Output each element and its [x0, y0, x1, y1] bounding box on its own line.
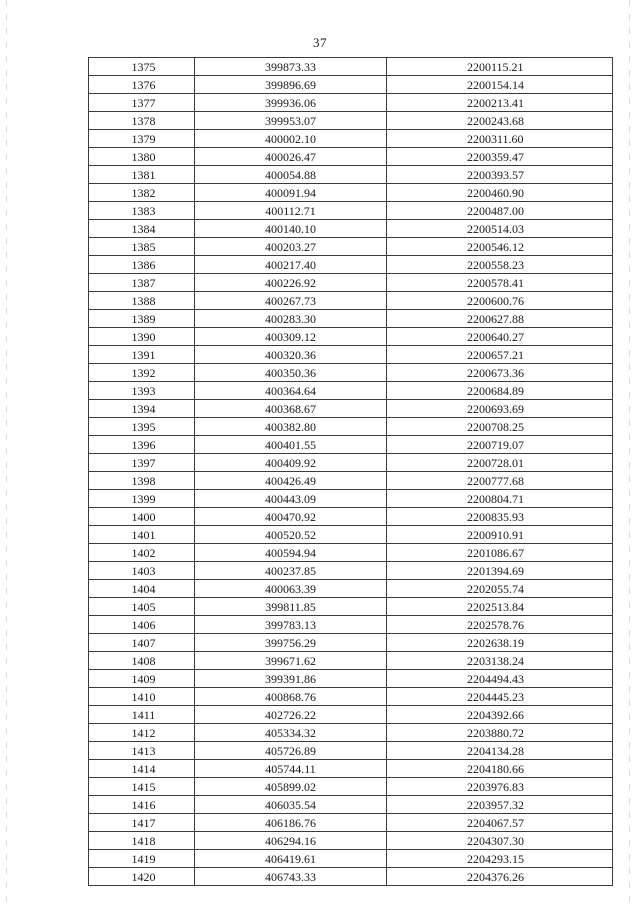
y-coordinate-cell: 2203957.32: [387, 796, 613, 814]
scan-edge-left: [6, 0, 7, 905]
coordinate-table-body: [89, 58, 613, 886]
y-coordinate-cell: 2200684.89: [387, 382, 613, 400]
point-id-cell: 1386: [89, 256, 195, 274]
x-coordinate-cell: 405726.89: [195, 742, 387, 760]
x-coordinate-cell: 399391.86: [195, 670, 387, 688]
x-coordinate-cell: 400520.52: [195, 526, 387, 544]
point-id-cell: 1408: [89, 652, 195, 670]
y-coordinate-cell: 2202513.84: [387, 598, 613, 616]
x-coordinate-cell: 400237.85: [195, 562, 387, 580]
y-coordinate-cell: 2203138.24: [387, 652, 613, 670]
x-coordinate-cell: 400443.09: [195, 490, 387, 508]
x-coordinate-cell: 399756.29: [195, 634, 387, 652]
table-row: [89, 94, 613, 112]
point-id-cell: 1419: [89, 850, 195, 868]
table-row: [89, 724, 613, 742]
point-id-cell: 1392: [89, 364, 195, 382]
table-row: [89, 76, 613, 94]
y-coordinate-cell: 2200154.14: [387, 76, 613, 94]
x-coordinate-cell: 400226.92: [195, 274, 387, 292]
table-row: [89, 274, 613, 292]
table-row: [89, 850, 613, 868]
table-row: [89, 58, 613, 76]
x-coordinate-cell: 400063.39: [195, 580, 387, 598]
point-id-cell: 1381: [89, 166, 195, 184]
x-coordinate-cell: 405744.11: [195, 760, 387, 778]
y-coordinate-cell: 2200311.60: [387, 130, 613, 148]
point-id-cell: 1385: [89, 238, 195, 256]
point-id-cell: 1387: [89, 274, 195, 292]
table-row: [89, 454, 613, 472]
point-id-cell: 1398: [89, 472, 195, 490]
point-id-cell: 1416: [89, 796, 195, 814]
x-coordinate-cell: 399783.13: [195, 616, 387, 634]
point-id-cell: 1378: [89, 112, 195, 130]
table-row: [89, 166, 613, 184]
table-row: [89, 418, 613, 436]
x-coordinate-cell: 399896.69: [195, 76, 387, 94]
table-row: [89, 814, 613, 832]
point-id-cell: 1405: [89, 598, 195, 616]
table-row: [89, 544, 613, 562]
x-coordinate-cell: 400309.12: [195, 328, 387, 346]
y-coordinate-cell: 2200910.91: [387, 526, 613, 544]
table-row: [89, 400, 613, 418]
table-row: [89, 598, 613, 616]
y-coordinate-cell: 2204445.23: [387, 688, 613, 706]
x-coordinate-cell: 400112.71: [195, 202, 387, 220]
x-coordinate-cell: 400026.47: [195, 148, 387, 166]
point-id-cell: 1395: [89, 418, 195, 436]
point-id-cell: 1375: [89, 58, 195, 76]
point-id-cell: 1394: [89, 400, 195, 418]
point-id-cell: 1410: [89, 688, 195, 706]
y-coordinate-cell: 2201086.67: [387, 544, 613, 562]
x-coordinate-cell: 400426.49: [195, 472, 387, 490]
table-row: [89, 868, 613, 886]
x-coordinate-cell: 400320.36: [195, 346, 387, 364]
x-coordinate-cell: 406419.61: [195, 850, 387, 868]
y-coordinate-cell: 2200115.21: [387, 58, 613, 76]
y-coordinate-cell: 2204293.15: [387, 850, 613, 868]
y-coordinate-cell: 2200728.01: [387, 454, 613, 472]
point-id-cell: 1379: [89, 130, 195, 148]
point-id-cell: 1384: [89, 220, 195, 238]
x-coordinate-cell: 406743.33: [195, 868, 387, 886]
table-row: [89, 778, 613, 796]
x-coordinate-cell: 399953.07: [195, 112, 387, 130]
x-coordinate-cell: 400350.36: [195, 364, 387, 382]
y-coordinate-cell: 2200693.69: [387, 400, 613, 418]
x-coordinate-cell: 399936.06: [195, 94, 387, 112]
y-coordinate-cell: 2204180.66: [387, 760, 613, 778]
table-row: [89, 238, 613, 256]
table-row: [89, 688, 613, 706]
x-coordinate-cell: 400283.30: [195, 310, 387, 328]
point-id-cell: 1409: [89, 670, 195, 688]
table-row: [89, 202, 613, 220]
table-row: [89, 220, 613, 238]
x-coordinate-cell: 406294.16: [195, 832, 387, 850]
y-coordinate-cell: 2204494.43: [387, 670, 613, 688]
y-coordinate-cell: 2200719.07: [387, 436, 613, 454]
table-row: [89, 706, 613, 724]
point-id-cell: 1391: [89, 346, 195, 364]
x-coordinate-cell: 400140.10: [195, 220, 387, 238]
table-row: [89, 328, 613, 346]
x-coordinate-cell: 400203.27: [195, 238, 387, 256]
y-coordinate-cell: 2200640.27: [387, 328, 613, 346]
point-id-cell: 1399: [89, 490, 195, 508]
table-row: [89, 364, 613, 382]
table-row: [89, 310, 613, 328]
x-coordinate-cell: 402726.22: [195, 706, 387, 724]
y-coordinate-cell: 2200359.47: [387, 148, 613, 166]
point-id-cell: 1414: [89, 760, 195, 778]
point-id-cell: 1412: [89, 724, 195, 742]
y-coordinate-cell: 2200546.12: [387, 238, 613, 256]
y-coordinate-cell: 2204307.30: [387, 832, 613, 850]
y-coordinate-cell: 2200393.57: [387, 166, 613, 184]
y-coordinate-cell: 2200578.41: [387, 274, 613, 292]
x-coordinate-cell: 400868.76: [195, 688, 387, 706]
y-coordinate-cell: 2203880.72: [387, 724, 613, 742]
table-row: [89, 490, 613, 508]
x-coordinate-cell: 400091.94: [195, 184, 387, 202]
y-coordinate-cell: 2200460.90: [387, 184, 613, 202]
point-id-cell: 1413: [89, 742, 195, 760]
x-coordinate-cell: 399671.62: [195, 652, 387, 670]
x-coordinate-cell: 400267.73: [195, 292, 387, 310]
y-coordinate-cell: 2202055.74: [387, 580, 613, 598]
point-id-cell: 1411: [89, 706, 195, 724]
point-id-cell: 1415: [89, 778, 195, 796]
y-coordinate-cell: 2204392.66: [387, 706, 613, 724]
table-row: [89, 148, 613, 166]
x-coordinate-cell: 400368.67: [195, 400, 387, 418]
x-coordinate-cell: 400401.55: [195, 436, 387, 454]
x-coordinate-cell: 406186.76: [195, 814, 387, 832]
y-coordinate-cell: 2200673.36: [387, 364, 613, 382]
x-coordinate-cell: 400409.92: [195, 454, 387, 472]
x-coordinate-cell: 400054.88: [195, 166, 387, 184]
y-coordinate-cell: 2200708.25: [387, 418, 613, 436]
x-coordinate-cell: 400470.92: [195, 508, 387, 526]
x-coordinate-cell: 400002.10: [195, 130, 387, 148]
point-id-cell: 1393: [89, 382, 195, 400]
table-row: [89, 832, 613, 850]
table-row: [89, 436, 613, 454]
point-id-cell: 1400: [89, 508, 195, 526]
x-coordinate-cell: 399873.33: [195, 58, 387, 76]
point-id-cell: 1377: [89, 94, 195, 112]
table-row: [89, 184, 613, 202]
point-id-cell: 1404: [89, 580, 195, 598]
table-row: [89, 760, 613, 778]
coordinate-table: [88, 57, 613, 886]
y-coordinate-cell: 2200804.71: [387, 490, 613, 508]
table-row: [89, 526, 613, 544]
point-id-cell: 1397: [89, 454, 195, 472]
y-coordinate-cell: 2202578.76: [387, 616, 613, 634]
point-id-cell: 1376: [89, 76, 195, 94]
point-id-cell: 1382: [89, 184, 195, 202]
table-row: [89, 112, 613, 130]
point-id-cell: 1389: [89, 310, 195, 328]
point-id-cell: 1380: [89, 148, 195, 166]
point-id-cell: 1418: [89, 832, 195, 850]
x-coordinate-cell: 400217.40: [195, 256, 387, 274]
table-row: [89, 292, 613, 310]
table-row: [89, 580, 613, 598]
point-id-cell: 1390: [89, 328, 195, 346]
scan-edge-right: [629, 0, 630, 905]
y-coordinate-cell: 2200627.88: [387, 310, 613, 328]
y-coordinate-cell: 2202638.19: [387, 634, 613, 652]
table-row: [89, 382, 613, 400]
table-row: [89, 652, 613, 670]
y-coordinate-cell: 2204134.28: [387, 742, 613, 760]
page-number: 37: [313, 35, 327, 50]
point-id-cell: 1407: [89, 634, 195, 652]
point-id-cell: 1406: [89, 616, 195, 634]
table-row: [89, 508, 613, 526]
y-coordinate-cell: 2200487.00: [387, 202, 613, 220]
y-coordinate-cell: 2200514.03: [387, 220, 613, 238]
table-row: [89, 472, 613, 490]
point-id-cell: 1383: [89, 202, 195, 220]
y-coordinate-cell: 2204067.57: [387, 814, 613, 832]
x-coordinate-cell: 399811.85: [195, 598, 387, 616]
point-id-cell: 1403: [89, 562, 195, 580]
table-row: [89, 256, 613, 274]
table-row: [89, 616, 613, 634]
table-row: [89, 670, 613, 688]
x-coordinate-cell: 400364.64: [195, 382, 387, 400]
point-id-cell: 1388: [89, 292, 195, 310]
y-coordinate-cell: 2200558.23: [387, 256, 613, 274]
point-id-cell: 1402: [89, 544, 195, 562]
table-row: [89, 796, 613, 814]
y-coordinate-cell: 2203976.83: [387, 778, 613, 796]
x-coordinate-cell: 405899.02: [195, 778, 387, 796]
y-coordinate-cell: 2201394.69: [387, 562, 613, 580]
y-coordinate-cell: 2200657.21: [387, 346, 613, 364]
x-coordinate-cell: 400382.80: [195, 418, 387, 436]
y-coordinate-cell: 2200600.76: [387, 292, 613, 310]
point-id-cell: 1396: [89, 436, 195, 454]
x-coordinate-cell: 406035.54: [195, 796, 387, 814]
y-coordinate-cell: 2200243.68: [387, 112, 613, 130]
y-coordinate-cell: 2200213.41: [387, 94, 613, 112]
y-coordinate-cell: 2204376.26: [387, 868, 613, 886]
table-row: [89, 346, 613, 364]
table-row: [89, 634, 613, 652]
x-coordinate-cell: 400594.94: [195, 544, 387, 562]
y-coordinate-cell: 2200835.93: [387, 508, 613, 526]
y-coordinate-cell: 2200777.68: [387, 472, 613, 490]
point-id-cell: 1417: [89, 814, 195, 832]
point-id-cell: 1401: [89, 526, 195, 544]
point-id-cell: 1420: [89, 868, 195, 886]
table-row: [89, 130, 613, 148]
x-coordinate-cell: 405334.32: [195, 724, 387, 742]
table-row: [89, 742, 613, 760]
table-row: [89, 562, 613, 580]
